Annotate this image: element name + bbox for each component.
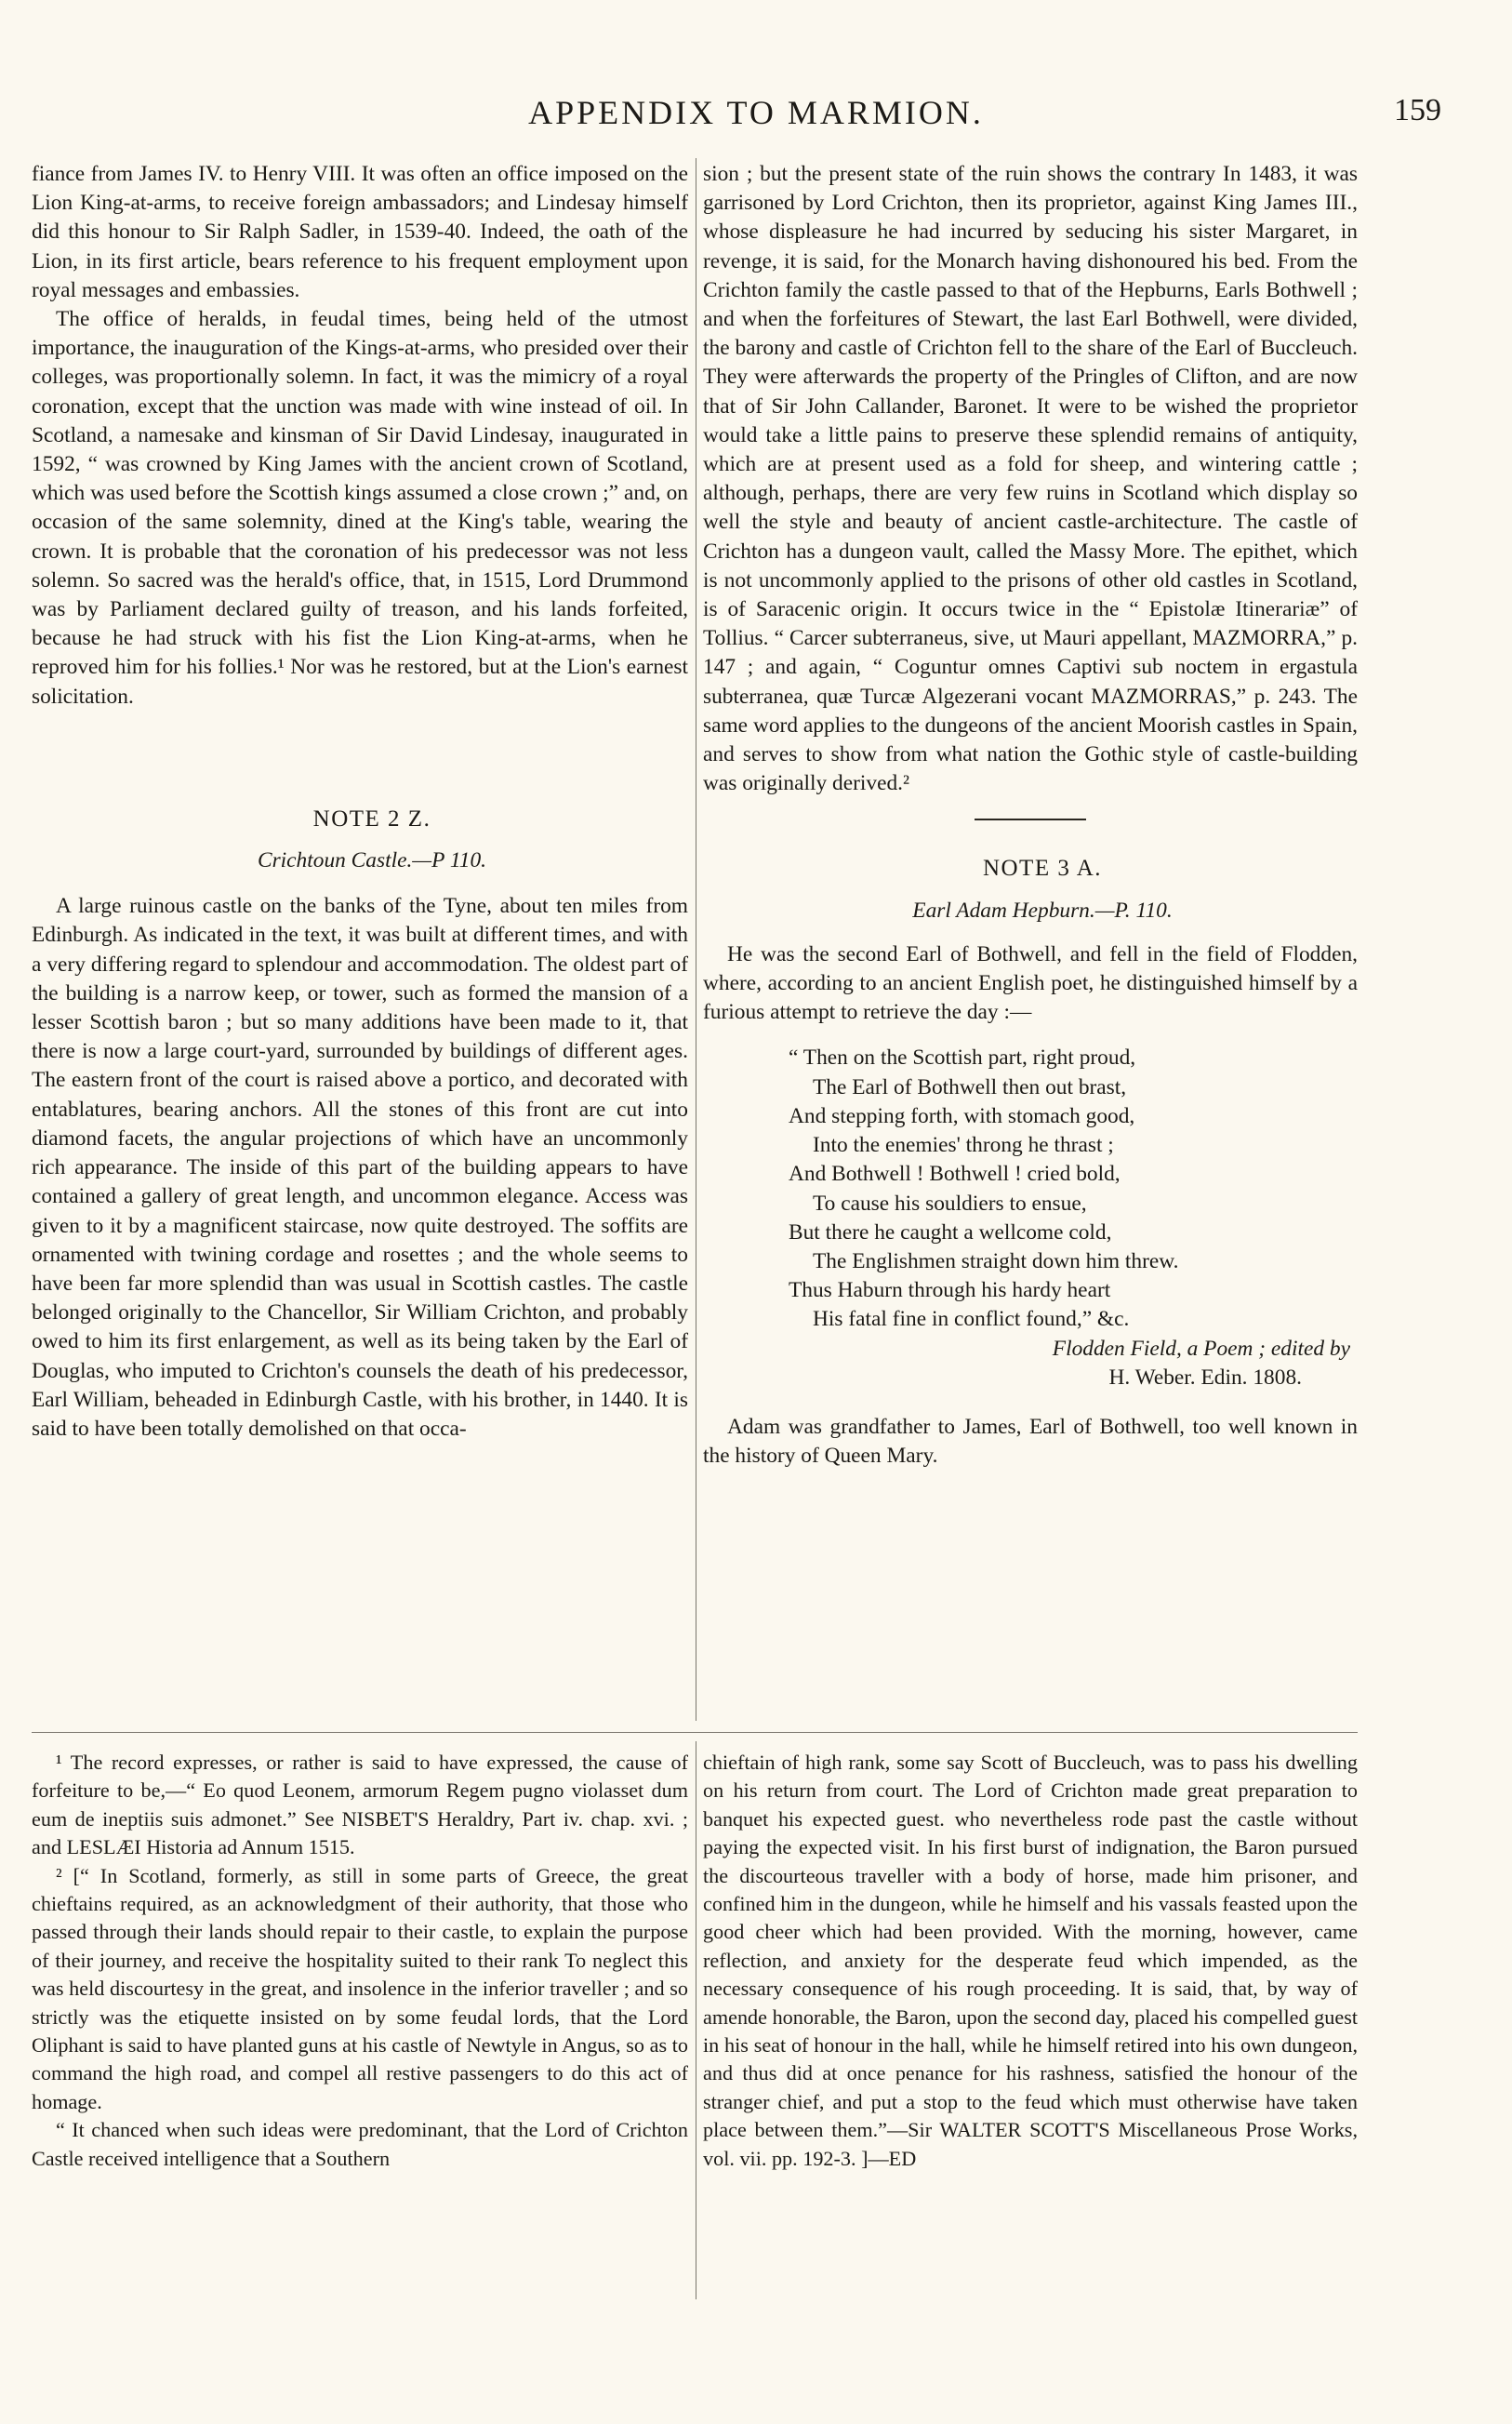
poem-line: And stepping forth, with stomach good, — [789, 1103, 1135, 1128]
poem-line: Thus Haburn through his hardy heart — [789, 1278, 1111, 1303]
note-heading: NOTE 3 A. — [982, 856, 1103, 882]
footnote: “ It chanced when such ideas were predominant, that the Lord of Crichton Castle received intelligence that a Southern — [32, 2118, 688, 2170]
footnotes-left — [32, 1749, 688, 2173]
paragraph: A large ruinous castle on the banks of the Tyne, about ten miles from Edinburgh. As indicated in the text, it was built at different times, and with a very differing regard to splendour and accommodation. The oldest part of the building is a narrow keep, or tower, such as formed the mansion of a lesser Scottish baron ; but so many additions have been made to it, that there is now a large court-yard, surrounded by buildings of different ages. The eastern front of the court is raised above a portico, and decorated with entablatures, bearing anchors. All the stones of this front are cut into diamond facets, the angular projections of which have an uncommonly rich appearance. The inside of this part of the building appears to have contained a gallery of great length, and uncommon elegance. Access was given to it by a magnificent staircase, now quite destroyed. The soffits are ornamented with twining cordage and rosettes ; and the whole seems to have been far more splendid than was usual in Scottish castles. The castle belonged originally to the Chancellor, Sir William Crichton, and probably owed to him its first enlargement, as well as its being taken by the Earl of Douglas, who imputed to Crichton's counsels the death of his predecessor, Earl William, beheaded in Edinburgh Castle, with his brother, in 1440. It is said to have been totally demolished on that occa- — [32, 894, 688, 1441]
left-column — [32, 160, 688, 1444]
footnote-divider — [32, 1732, 1358, 1733]
page-number: 159 — [1394, 93, 1441, 127]
running-title: APPENDIX TO MARMION. — [528, 94, 984, 131]
poem-attribution: H. Weber. Edin. 1808. — [1108, 1365, 1302, 1390]
footnote: ¹ The record expresses, or rather is said to have expressed, the cause of forfeiture to be,—“ Eo quod Leonem, armorum Regem pugno violasset dum eum de ineptiis suis admonet.” See NISBET'S Heraldry, Part iv. chap. xvi. ; and LESLÆI Historia ad Annum 1515. — [32, 1751, 688, 1859]
poem-line: The Englishmen straight down him threw. — [813, 1248, 1179, 1273]
footnotes-right — [703, 1749, 1358, 2173]
poem-attribution: Flodden Field, a Poem ; edited by — [1052, 1336, 1350, 1361]
note-reference: Crichtoun Castle.—P 110. — [257, 848, 487, 873]
paragraph: sion ; but the present state of the ruin shows the contrary In 1483, it was garrisoned by Lord Crichton, then its proprietor, against King James III., whose displeasure he had incurred by seducing his sister Margaret, in revenge, it is said, for the Monarch having dishonoured his bed. From the Crichton family the castle passed to that of the Hepburns, Earls Bothwell ; and when the forfeitures of Stewart, the last Earl Bothwell, were divided, the barony and castle of Crichton fell to the share of the Earl of Buccleuch. They were afterwards the property of the Pringles of Clifton, and are now that of Sir John Callander, Baronet. It were to be wished the proprietor would take a little pains to preserve these splendid remains of antiquity, which are at present used as a fold for sheep, and wintering cattle ; although, perhaps, there are very few ruins in Scotland which display so well the style and beauty of ancient castle-architecture. The castle of Crichton has a dungeon vault, called the Massy More. The epithet, which is not uncommonly applied to the prisons of other old castles in Scotland, is of Saracenic origin. It occurs twice in the “ Epistolæ Itinerariæ” of Tollius. “ Carcer subterraneus, sive, ut Mauri appellant, MAZMORRA,” p. 147 ; and again, “ Coguntur omnes Captivi sub noctem in ergastula subterranea, quæ Turcæ Algezerani vocant MAZMORRAS,” p. 243. The same word applies to the dungeons of the ancient Moorish castles in Spain, and serves to show from what nation the Gothic style of castle-building was originally derived.² — [703, 162, 1358, 796]
poem-line: Into the enemies' throng he thrast ; — [813, 1133, 1114, 1158]
paragraph: Adam was grandfather to James, Earl of Bothwell, too well known in the history of Queen Mary. — [703, 1414, 1358, 1469]
page-header — [37, 93, 1475, 149]
footnote: ² [“ In Scotland, formerly, as still in some parts of Greece, the great chieftains required, as an acknowledgment of their authority, that those who passed through their lands should repair to their castle, to explain the purpose of their journey, and receive the hospitality suited to their rank To neglect this was held discourtesy in the great, and insolence in the inferior traveller ; and so strictly was the etiquette insisted on by some feudal lords, that the Lord Oliphant is said to have planted guns at his castle of Newtyle in Angus, so as to command the high road, and compel all restive passengers to do this act of homage. — [32, 1863, 688, 2113]
poem-line: To cause his souldiers to ensue, — [813, 1191, 1087, 1216]
paragraph: fiance from James IV. to Henry VIII. It was often an office imposed on the Lion King-at-arms, to receive foreign ambassadors; and Lindesay himself did this honour to Sir Ralph Sadler, in 1539-40. Indeed, the oath of the Lion, in its first article, bears reference to his frequent employment upon royal messages and embassies. — [32, 162, 688, 302]
footnote: chieftain of high rank, some say Scott of Buccleuch, was to pass his dwelling on his return from court. The Lord of Crichton made great preparation to banquet his expected guest. who nevertheless rode past the castle without paying the expected visit. In his first burst of indignation, the Baron pursued the discourteous traveller with a body of horse, made him prisoner, and confined him in the dungeon, while he himself and his vassals feasted upon the good cheer which had been provided. With the morning, however, came reflection, and anxiety for the desperate feud which impended, as the necessary consequence of his rough proceeding. It is said, that, by way of amende honorable, the Baron, upon the second day, placed his compelled guest in his seat of honour in the hall, while he himself retired into his own dungeon, and thus did at once penance for his rashness, satisfied the honour of the stranger chief, and put a stop to the feud which must otherwise have taken place between them.”—Sir WALTER SCOTT'S Miscellaneous Prose Works, vol. vii. pp. 192-3. ]—ED — [703, 1751, 1358, 2170]
poem-line: But there he caught a wellcome cold, — [789, 1219, 1112, 1245]
poem-line: “ Then on the Scottish part, right proud, — [789, 1046, 1136, 1071]
note-reference: Earl Adam Hepburn.—P. 110. — [912, 898, 1173, 923]
paragraph: The office of heralds, in feudal times, being held of the utmost importance, the inauguration of the Kings-at-arms, who presided over their colleges, was proportionally solemn. In fact, it was the mimicry of a royal coronation, except that the unction was made with wine instead of oil. In Scotland, a namesake and kinsman of Sir David Lindesay, inaugurated in 1592, “ was crowned by King James with the ancient crown of Scotland, which was used before the Scottish kings assumed a close crown ;” and, on occasion of the same solemnity, dined at the King's table, wearing the crown. It is probable that the coronation of his predecessor was not less solemn. So sacred was the herald's office, that, in 1515, Lord Drummond was by Parliament declared guilty of treason, and his lands forfeited, because he had struck with his fist the Lion King-at-arms, when he reproved him for his follies.¹ Nor was he restored, but at the Lion's earnest solicitation. — [32, 307, 688, 709]
poem-line: His fatal fine in conflict found,” &c. — [813, 1307, 1130, 1332]
right-column — [703, 160, 1358, 1471]
poem-line: The Earl of Bothwell then out brast, — [813, 1074, 1127, 1099]
poem-quotation — [703, 1044, 1358, 1334]
poem-line: And Bothwell ! Bothwell ! cried bold, — [789, 1162, 1121, 1187]
paragraph: He was the second Earl of Bothwell, and fell in the field of Flodden, where, according to an ancient English poet, he distinguished himself by a furious attempt to retrieve the day :— — [703, 941, 1358, 1025]
note-heading: NOTE 2 Z. — [312, 806, 431, 832]
